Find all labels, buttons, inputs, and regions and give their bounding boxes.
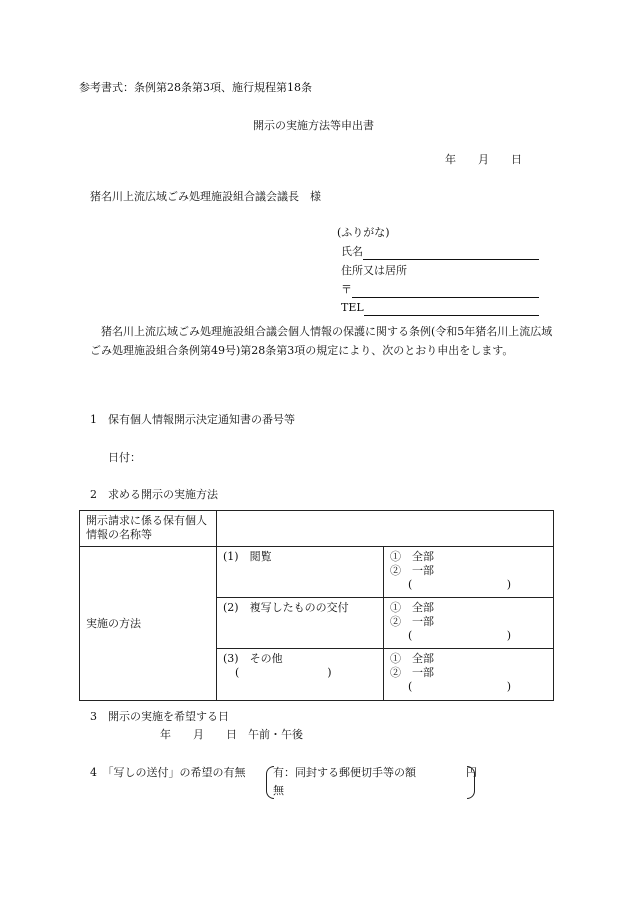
method-3-label: (3) その他	[223, 652, 283, 665]
method-2-label: (2) 複写したものの交付	[223, 601, 349, 614]
method-3-other-paren[interactable]: ( )	[235, 666, 332, 679]
section3-heading: 3 開示の実施を希望する日	[90, 710, 229, 723]
reference-note: 参考書式：条例第28条第3項、施行規程第18条	[79, 81, 312, 94]
yen-label: 円	[466, 766, 477, 779]
info-name-label: 開示請求に係る保有個人情報の名称等	[86, 514, 207, 541]
scope-cell-2[interactable]	[384, 598, 554, 649]
method-option-1[interactable]	[217, 547, 384, 598]
scope-part-1[interactable]: ② 一部	[390, 564, 434, 577]
name-underline	[363, 247, 539, 260]
scope-paren-2[interactable]	[390, 629, 547, 643]
scope-cell-1[interactable]	[384, 547, 554, 598]
paren-open: (	[408, 680, 413, 693]
method-1-label: (1) 閲覧	[223, 550, 272, 563]
scope-paren-3[interactable]	[390, 680, 547, 694]
method-option-2[interactable]	[217, 598, 384, 649]
address-label: 住所又は居所	[341, 264, 407, 277]
method-label-cell	[80, 547, 217, 701]
info-name-label-cell	[80, 511, 217, 547]
info-name-input-cell[interactable]	[217, 511, 554, 547]
right-bracket	[467, 766, 475, 799]
scope-all-3[interactable]: ① 全部	[390, 652, 434, 665]
date-line: 年 月 日	[445, 153, 522, 166]
method-label: 実施の方法	[86, 616, 141, 630]
furigana-label: (ふりがな)	[337, 226, 390, 239]
postal-field[interactable]	[341, 283, 539, 298]
document-title: 開示の実施方法等申出書	[253, 119, 374, 132]
scope-all-1[interactable]: ① 全部	[390, 550, 434, 563]
section2-heading: 2 求める開示の実施方法	[90, 488, 218, 501]
tel-field[interactable]	[341, 301, 539, 316]
section1-date-label: 日付：	[108, 451, 141, 464]
paren-open: (	[408, 578, 413, 591]
paren-open: (	[408, 629, 413, 642]
mail-yes-label: 有：同封する郵便切手等の額	[273, 766, 416, 779]
mail-no-option[interactable]: 無	[273, 784, 284, 797]
scope-paren-1[interactable]	[390, 578, 547, 592]
scope-part-3[interactable]: ② 一部	[390, 666, 434, 679]
postal-underline	[352, 285, 539, 298]
method-table	[79, 510, 554, 701]
tel-label: TEL	[341, 301, 364, 314]
scope-all-2[interactable]: ① 全部	[390, 601, 434, 614]
paren-close: )	[506, 578, 511, 591]
paren-close: )	[506, 629, 511, 642]
scope-part-2[interactable]: ② 一部	[390, 615, 434, 628]
addressee: 猪名川上流広域ごみ処理施設組合議会議長 様	[90, 190, 321, 203]
scope-cell-3[interactable]	[384, 649, 554, 701]
section1-heading: 1 保有個人情報開示決定通知書の番号等	[90, 413, 295, 426]
tel-underline	[364, 303, 539, 316]
section3-date-line[interactable]: 年 月 日 午前・午後	[160, 728, 303, 741]
mail-yes-option[interactable]	[273, 766, 477, 781]
name-field[interactable]	[341, 245, 539, 260]
name-label: 氏名	[341, 245, 363, 258]
section4-heading: 4 「写しの送付」の希望の有無	[90, 766, 246, 779]
method-option-3[interactable]	[217, 649, 384, 701]
postal-label: 〒	[341, 283, 352, 296]
body-paragraph: 猪名川上流広域ごみ処理施設組合議会個人情報の保護に関する条例(令和5年猪名川上流広域ごみ処理施設組合条例第49号)第28条第3項の規定により、次のとおり申出をします。	[90, 325, 553, 357]
paren-close: )	[506, 680, 511, 693]
